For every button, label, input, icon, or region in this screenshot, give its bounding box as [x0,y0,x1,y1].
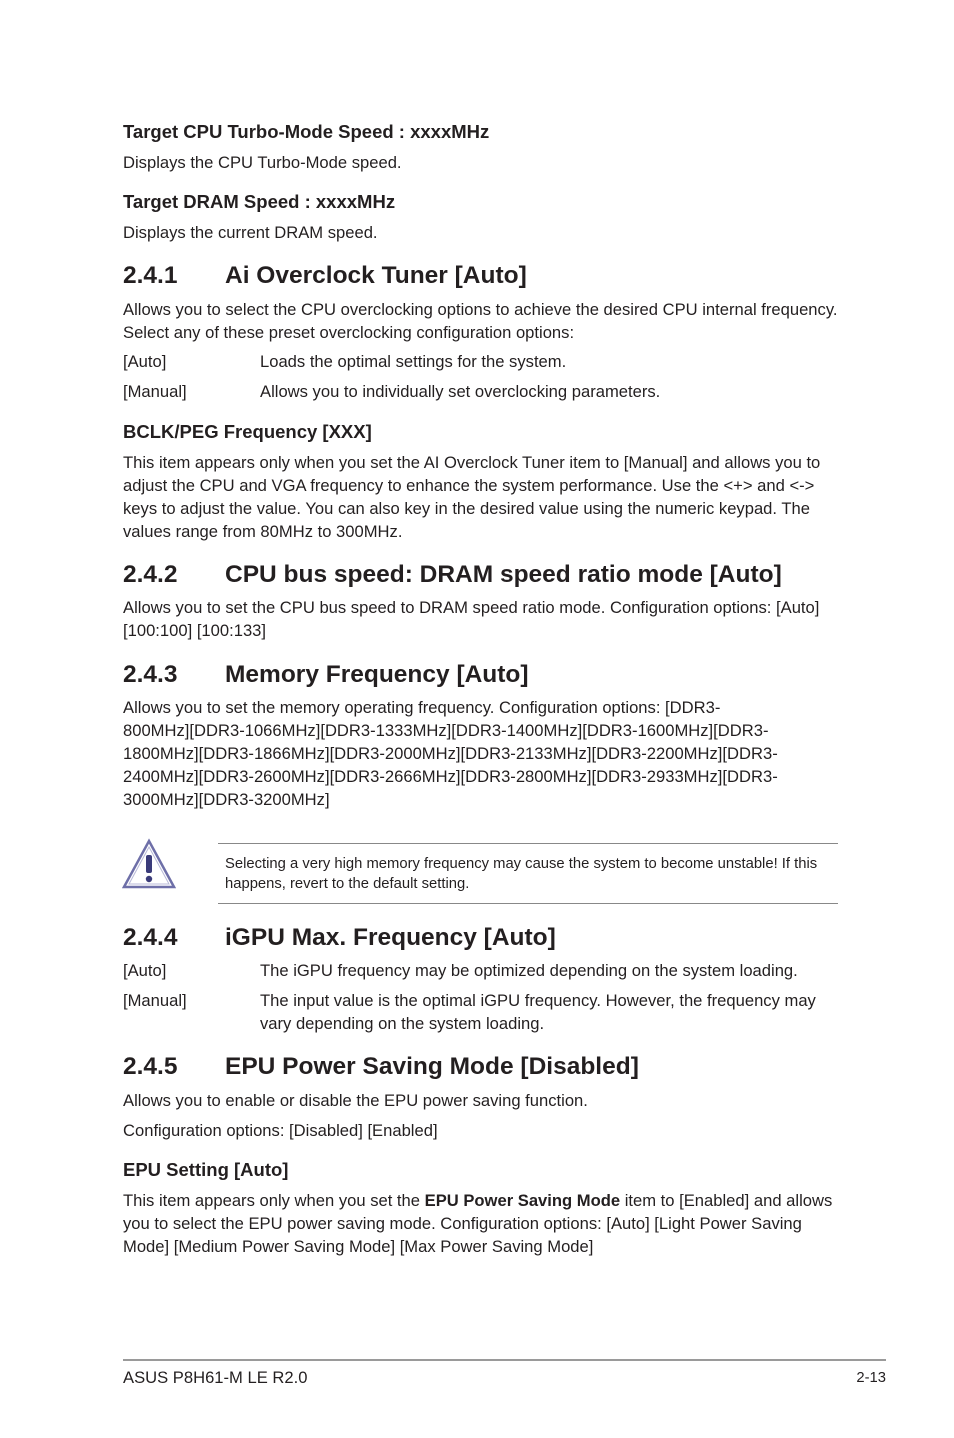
section-title: Ai Overclock Tuner [Auto] [225,262,527,289]
bclk-desc: This item appears only when you set the AI Overclock Tuner item to [Manual] and allows you to adjust the CPU and VGA frequency to enhance the system performance. Use the <+> and <-> keys to adjust the value. You can also key in the desired value using the numeric keypad. The values range from 80MHz to 300MHz. [123,453,821,541]
desc-line: 800MHz][DDR3-1066MHz][DDR3-1333MHz][DDR3-1400MHz][DDR3-1600MHz][DDR3- [123,721,769,740]
section-title: Memory Frequency [Auto] [225,661,529,688]
section-2-4-2-desc: Allows you to set the CPU bus speed to DRAM speed ratio mode. Configuration options: [Auto] [100:100] [100:133] [123,598,820,640]
section-2-4-5-config: Configuration options: [Disabled] [Enabled] [123,1121,438,1140]
warning-note-text: Selecting a very high memory frequency may cause the system to become unstable! If this happens, revert to the default setting. [225,856,818,892]
section-number: 2.4.4 [123,924,178,951]
section-heading-2-4-5 [123,1052,639,1082]
option-row-auto [123,350,843,373]
section-title: iGPU Max. Frequency [Auto] [225,924,556,951]
bclk-heading: BCLK/PEG Frequency [XXX] [123,421,372,442]
desc-text: item to [Enabled] and allows you to select the EPU power saving mode. Configuration options: [Auto] [Light Power Saving Mode] [Medium Power Saving Mode] [Max Power Saving Mode] [123,1191,833,1256]
section-heading-2-4-4 [123,923,556,953]
option-key: [Manual] [123,991,187,1010]
warning-icon [122,838,176,890]
option-key: [Manual] [123,382,187,401]
option-key: [Auto] [123,352,167,371]
option-row-manual [123,989,843,1035]
section-number: 2.4.3 [123,661,178,688]
desc-line: 1800MHz][DDR3-1866MHz][DDR3-2000MHz][DDR3-2133MHz][DDR3-2200MHz][DDR3- [123,744,778,763]
section-heading-2-4-3 [123,660,529,690]
note-top-rule [218,843,838,844]
option-value: Loads the optimal settings for the system. [260,352,567,371]
section-number: 2.4.2 [123,561,178,588]
desc-text: This item appears only when you set the [123,1191,425,1210]
epu-setting-desc [123,1189,843,1258]
epu-setting-heading: EPU Setting [Auto] [123,1159,289,1180]
option-value: The iGPU frequency may be optimized depending on the system loading. [260,961,798,980]
option-row-auto [123,959,843,982]
option-row-manual [123,380,843,403]
dram-speed-heading: Target DRAM Speed : xxxxMHz [123,191,396,212]
section-number: 2.4.5 [123,1053,178,1080]
option-key: [Auto] [123,961,167,980]
section-title: EPU Power Saving Mode [Disabled] [225,1053,639,1080]
page-number: 2-13 [856,1370,886,1386]
turbo-speed-heading: Target CPU Turbo-Mode Speed : xxxxMHz [123,121,490,142]
desc-bold-item: EPU Power Saving Mode [424,1191,621,1210]
desc-line: Allows you to set the memory operating frequency. Configuration options: [DDR3- [123,698,721,717]
section-title: CPU bus speed: DRAM speed ratio mode [Auto] [225,561,782,588]
turbo-speed-desc: Displays the CPU Turbo-Mode speed. [123,153,402,172]
dram-speed-desc: Displays the current DRAM speed. [123,223,378,242]
note-bottom-rule [218,903,838,904]
desc-line: 3000MHz][DDR3-3200MHz] [123,790,330,809]
section-number: 2.4.1 [123,262,178,289]
section-heading-2-4-1 [123,261,527,291]
section-2-4-1-desc: Allows you to select the CPU overclocking options to achieve the desired CPU internal frequency. Select any of these preset overclocking configuration options: [123,300,838,342]
section-2-4-3-desc [123,696,843,811]
section-2-4-5-desc: Allows you to enable or disable the EPU power saving function. [123,1091,588,1110]
footer-rule [123,1359,886,1361]
option-value: The input value is the optimal iGPU frequency. However, the frequency may vary depending on the system loading. [260,991,816,1033]
option-value: Allows you to individually set overclocking parameters. [260,382,661,401]
section-heading-2-4-2 [123,560,782,590]
footer-product: ASUS P8H61-M LE R2.0 [123,1368,308,1387]
desc-line: 2400MHz][DDR3-2600MHz][DDR3-2666MHz][DDR3-2800MHz][DDR3-2933MHz][DDR3- [123,767,778,786]
